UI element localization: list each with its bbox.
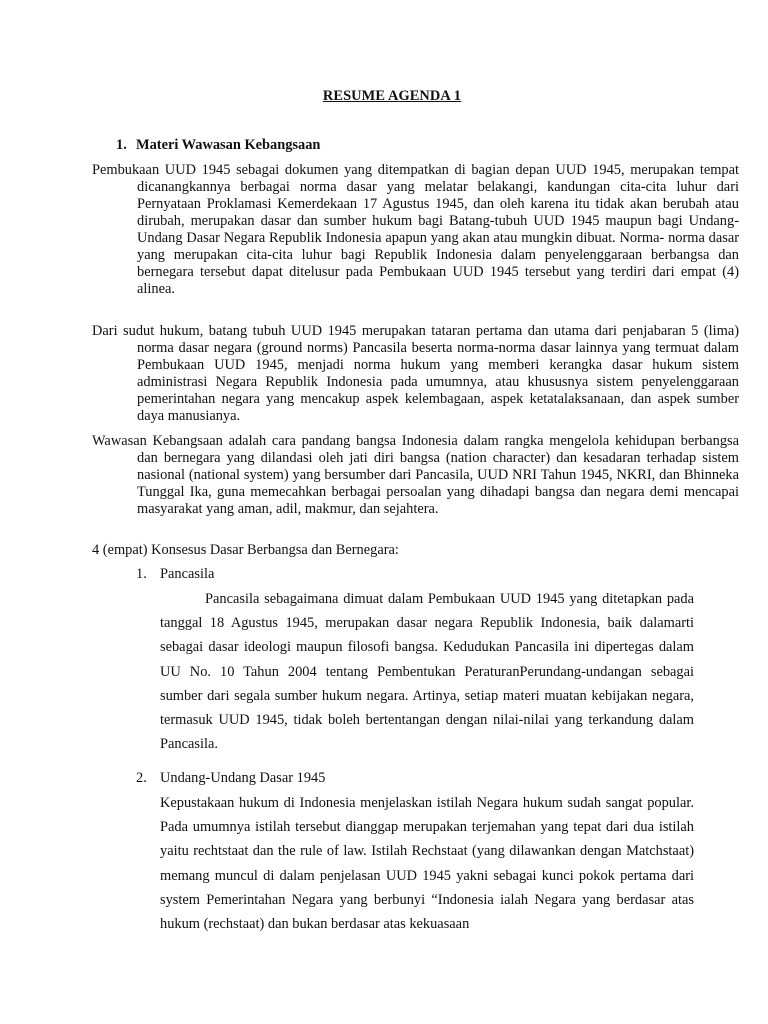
list-item-number: 2. [136,770,147,786]
paragraph-pembukaan: Pembukaan UUD 1945 sebagai dokumen yang ditempatkan di bagian depan UUD 1945, merupakan tempat dicanangkannya berbagai norma dasar yang melatar belakangi, kandungan cita-cita luhur dari Pernyataan Proklamasi Kemerdekaan 17 Agustus 1945, dan oleh karena itu tidak akan berubah atau dirubah, merupakan dasar dan sumber hukum bagi Batang-tubuh UUD 1945 maupun bagi Undang-Undang Dasar Negara Republik Indonesia apapun yang akan atau mungkin dibuat. Norma- norma dasar yang merupakan cita-cita luhur bagi Republik Indonesia dalam penyelenggaraan berbangsa dan bernegara tersebut dapat ditelusur pada Pembukaan UUD 1945 tersebut yang terdiri dari empat (4) alinea. [92,162,739,297]
list-item-title: Pancasila [160,566,215,582]
section-heading-text: Materi Wawasan Kebangsaan [136,137,321,153]
section-heading [116,137,320,154]
list-item-text: Kepustakaan hukum di Indonesia menjelaskan istilah Negara hukum sudah sangat popular. Pada umumnya istilah tersebut dianggap merupakan terjemahan yang tepat dari dua istilah yaitu rechtstaat dan the rule of law. Istilah Rechstaat (yang dilawankan dengan Matchstaat) memang muncul di dalam penjelasan UUD 1945 yakni sebagai kunci pokok pertama dari system Pemerintahan Negara yang berbunyi “Indonesia ialah Negara yang berdasar atas hukum (rechstaat) dan bukan berdasar atas kekuasaan [160,795,694,933]
document-title: RESUME AGENDA 1 [322,88,462,104]
paragraph-wawasan-kebangsaan: Wawasan Kebangsaan adalah cara pandang bangsa Indonesia dalam rangka mengelola kehidupan berbangsa dan bernegara yang dilandasi oleh jati diri bangsa (nation character) dan kesadaran terhadap sistem nasional (national system) yang bersumber dari Pancasila, UUD NRI Tahun 1945, NKRI, dan Bhinneka Tunggal Ika, guna memecahkan berbagai persoalan yang dihadapi bangsa dan negara demi mencapai masyarakat yang aman, adil, makmur, dan sejahtera. [92,433,739,517]
list-item-number: 1. [136,566,147,582]
section-number: 1. [116,137,127,153]
paragraph-batang-tubuh: Dari sudut hukum, batang tubuh UUD 1945 merupakan tataran pertama dan utama dari penjabaran 5 (lima) norma dasar negara (ground norms) Pancasila beserta norma-norma dasar lainnya yang termuat dalam Pembukaan UUD 1945, menjadi norma hukum yang memberi kerangka dasar hukum sistem administrasi Negara Republik Indonesia pada umumnya, atau khususnya sistem penyelenggaraan pemerintahan negara yang mencakup aspek kelembagaan, aspek ketatalaksanaan, dan aspek sumber daya manusianya. [92,323,739,424]
consensus-intro: 4 (empat) Konsesus Dasar Berbangsa dan Bernegara: [92,542,399,558]
list-item-text: Pancasila sebagaimana dimuat dalam Pembukaan UUD 1945 yang ditetapkan pada tanggal 18 Agustus 1945, merupakan dasar negara Republik Indonesia, baik dalamarti sebagai dasar ideologi maupun filosofi bangsa. Kedudukan Pancasila ini dipertegas dalam UU No. 10 Tahun 2004 tentang Pembentukan PeraturanPerundang-undangan sebagai sumber dari segala sumber hukum negara. Artinya, setiap materi muatan kebijakan negara, termasuk UUD 1945, tidak boleh bertentangan dengan nilai-nilai yang terkandung dalam Pancasila. [160,591,694,753]
list-item-body [160,791,694,951]
list-item-title: Undang-Undang Dasar 1945 [160,770,326,786]
list-item-body [160,587,694,756]
